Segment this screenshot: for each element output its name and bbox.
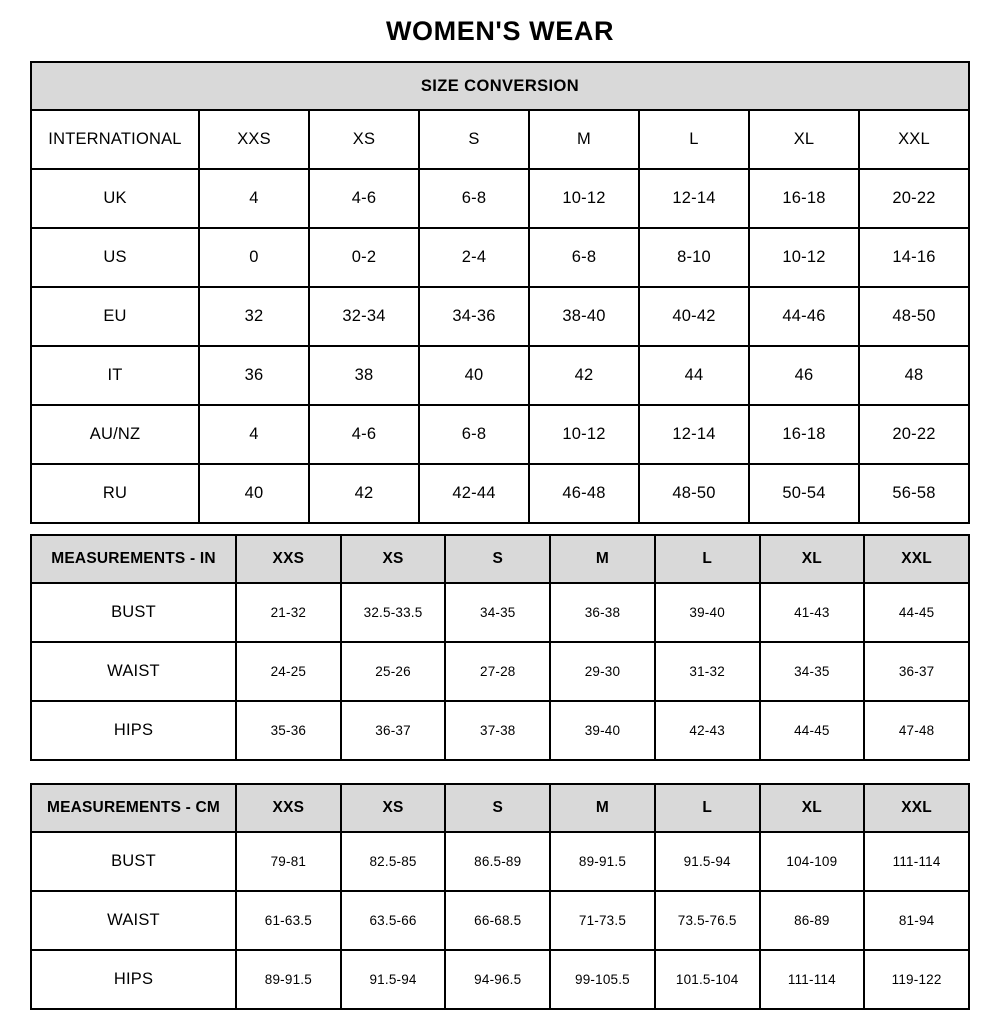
size-value: 94-96.5 <box>445 950 550 1009</box>
size-value: 71-73.5 <box>550 891 655 950</box>
table-row <box>31 405 969 464</box>
size-value: 44-45 <box>864 583 969 642</box>
size-value: 63.5-66 <box>341 891 446 950</box>
column-header: S <box>445 535 550 583</box>
table-row <box>31 346 969 405</box>
measurements-cm-body <box>31 784 969 1009</box>
size-value: 82.5-85 <box>341 832 446 891</box>
row-label: IT <box>31 346 199 405</box>
row-label: WAIST <box>31 891 236 950</box>
size-value: 111-114 <box>760 950 865 1009</box>
size-value: 40 <box>419 346 529 405</box>
table-row <box>31 701 969 760</box>
column-header: M <box>550 784 655 832</box>
table-banner: SIZE CONVERSION <box>31 62 969 110</box>
size-value: 47-48 <box>864 701 969 760</box>
size-value: 89-91.5 <box>236 950 341 1009</box>
row-label: US <box>31 228 199 287</box>
size-value: 37-38 <box>445 701 550 760</box>
size-value: 0 <box>199 228 309 287</box>
table-row <box>31 110 969 169</box>
column-header: XXS <box>236 784 341 832</box>
size-value: 119-122 <box>864 950 969 1009</box>
size-value: 66-68.5 <box>445 891 550 950</box>
size-value: 89-91.5 <box>550 832 655 891</box>
size-value: 73.5-76.5 <box>655 891 760 950</box>
table-banner-row <box>31 62 969 110</box>
size-value: 41-43 <box>760 583 865 642</box>
measurements-in-table <box>30 534 970 761</box>
size-value: 6-8 <box>529 228 639 287</box>
size-value: 91.5-94 <box>341 950 446 1009</box>
size-value: 14-16 <box>859 228 969 287</box>
size-value: 40 <box>199 464 309 523</box>
table-header-row <box>31 535 969 583</box>
size-value: 12-14 <box>639 169 749 228</box>
size-value: 21-32 <box>236 583 341 642</box>
size-value: 34-35 <box>445 583 550 642</box>
row-label: BUST <box>31 832 236 891</box>
column-header: L <box>655 535 760 583</box>
size-value: 104-109 <box>760 832 865 891</box>
size-conversion-body <box>31 62 969 523</box>
size-value: 44-45 <box>760 701 865 760</box>
size-value: 36-37 <box>864 642 969 701</box>
size-value: 91.5-94 <box>655 832 760 891</box>
size-value: 16-18 <box>749 169 859 228</box>
column-header: XS <box>341 535 446 583</box>
row-label: UK <box>31 169 199 228</box>
size-value: 99-105.5 <box>550 950 655 1009</box>
column-header: M <box>550 535 655 583</box>
size-value: 50-54 <box>749 464 859 523</box>
size-value: 16-18 <box>749 405 859 464</box>
measurements-in-body <box>31 535 969 760</box>
size-value: 36-37 <box>341 701 446 760</box>
size-value: 48-50 <box>859 287 969 346</box>
size-value: 42-44 <box>419 464 529 523</box>
row-label: INTERNATIONAL <box>31 110 199 169</box>
size-value: 38-40 <box>529 287 639 346</box>
size-value: 34-36 <box>419 287 529 346</box>
page-title: WOMEN'S WEAR <box>385 16 615 46</box>
row-label: BUST <box>31 583 236 642</box>
column-header: XXS <box>236 535 341 583</box>
size-value: 4 <box>199 169 309 228</box>
table-row <box>31 642 969 701</box>
row-label: AU/NZ <box>31 405 199 464</box>
size-value: XS <box>309 110 419 169</box>
size-value: 36-38 <box>550 583 655 642</box>
size-value: 38 <box>309 346 419 405</box>
size-value: 39-40 <box>550 701 655 760</box>
size-value: 32-34 <box>309 287 419 346</box>
measurements-cm-table <box>30 783 970 1010</box>
table-row <box>31 832 969 891</box>
size-value: 86.5-89 <box>445 832 550 891</box>
size-value: XXS <box>199 110 309 169</box>
size-value: S <box>419 110 529 169</box>
size-value: 81-94 <box>864 891 969 950</box>
table-row <box>31 228 969 287</box>
row-label: EU <box>31 287 199 346</box>
column-header: XL <box>760 535 865 583</box>
size-value: 31-32 <box>655 642 760 701</box>
column-header: L <box>655 784 760 832</box>
table-header-row <box>31 784 969 832</box>
size-value: 25-26 <box>341 642 446 701</box>
row-label: HIPS <box>31 950 236 1009</box>
size-value: 32.5-33.5 <box>341 583 446 642</box>
size-value: 39-40 <box>655 583 760 642</box>
size-value: XXL <box>859 110 969 169</box>
table-row <box>31 891 969 950</box>
size-value: 6-8 <box>419 405 529 464</box>
size-value: XL <box>749 110 859 169</box>
row-label: RU <box>31 464 199 523</box>
row-label: WAIST <box>31 642 236 701</box>
size-value: 20-22 <box>859 169 969 228</box>
size-value: 0-2 <box>309 228 419 287</box>
size-value: 4-6 <box>309 169 419 228</box>
size-value: 20-22 <box>859 405 969 464</box>
size-value: M <box>529 110 639 169</box>
size-value: 32 <box>199 287 309 346</box>
size-value: 34-35 <box>760 642 865 701</box>
size-value: 4 <box>199 405 309 464</box>
size-value: 12-14 <box>639 405 749 464</box>
size-value: 42 <box>529 346 639 405</box>
size-value: 40-42 <box>639 287 749 346</box>
table-row <box>31 169 969 228</box>
size-value: 48 <box>859 346 969 405</box>
size-value: 2-4 <box>419 228 529 287</box>
size-value: 10-12 <box>749 228 859 287</box>
size-value: 35-36 <box>236 701 341 760</box>
table-row <box>31 287 969 346</box>
size-value: 24-25 <box>236 642 341 701</box>
column-header: XXL <box>864 535 969 583</box>
table-title-cell: MEASUREMENTS - CM <box>31 784 236 832</box>
size-value: 86-89 <box>760 891 865 950</box>
size-value: 56-58 <box>859 464 969 523</box>
size-value: 111-114 <box>864 832 969 891</box>
column-header: XXL <box>864 784 969 832</box>
size-value: 27-28 <box>445 642 550 701</box>
size-value: 101.5-104 <box>655 950 760 1009</box>
size-value: 8-10 <box>639 228 749 287</box>
table-row <box>31 583 969 642</box>
table-row <box>31 950 969 1009</box>
size-value: 6-8 <box>419 169 529 228</box>
column-header: XS <box>341 784 446 832</box>
size-value: 46-48 <box>529 464 639 523</box>
column-header: XL <box>760 784 865 832</box>
size-value: 10-12 <box>529 405 639 464</box>
size-value: 44 <box>639 346 749 405</box>
size-value: 4-6 <box>309 405 419 464</box>
row-label: HIPS <box>31 701 236 760</box>
size-value: 48-50 <box>639 464 749 523</box>
size-conversion-table <box>30 61 970 524</box>
size-value: 10-12 <box>529 169 639 228</box>
size-value: 61-63.5 <box>236 891 341 950</box>
size-value: 44-46 <box>749 287 859 346</box>
size-value: 46 <box>749 346 859 405</box>
size-value: L <box>639 110 749 169</box>
table-row <box>31 464 969 523</box>
column-header: S <box>445 784 550 832</box>
table-title-cell: MEASUREMENTS - IN <box>31 535 236 583</box>
size-value: 42-43 <box>655 701 760 760</box>
size-value: 79-81 <box>236 832 341 891</box>
size-value: 29-30 <box>550 642 655 701</box>
size-value: 36 <box>199 346 309 405</box>
size-value: 42 <box>309 464 419 523</box>
